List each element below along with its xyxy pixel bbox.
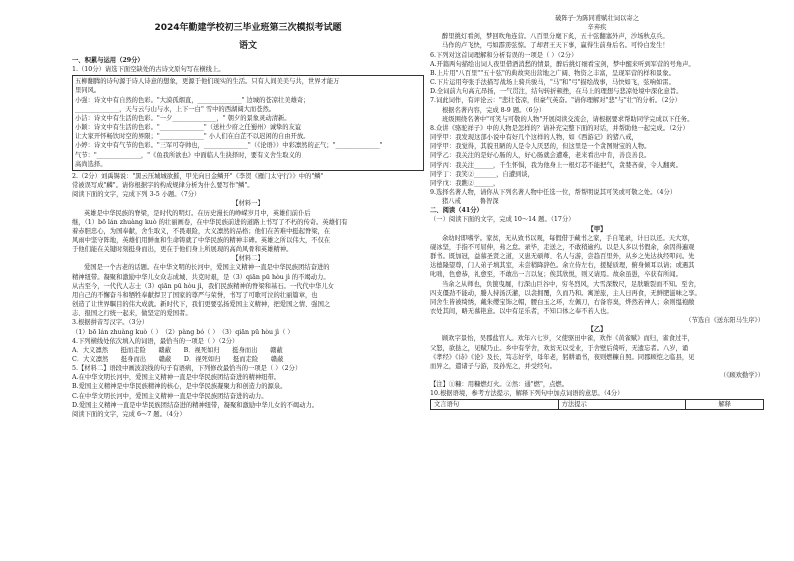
box-line: 里同风。 <box>75 87 101 95</box>
passage-jia-source: （节选自《送东阳马生序》） <box>685 317 764 325</box>
passage-yi-line: 顾欢字景怡，吴郡盐官人。欢年六七岁，父使驱田中雀，欢作《黄雀赋》而归，雀食过半， <box>442 335 694 343</box>
question-6-option: D.全词前九句高亢昂扬，一气贯注，结句转折顿挫，在马上的理想与悲凉处境中深化意旨。 <box>430 88 683 96</box>
table-header-cell: 文言语句 <box>431 399 559 409</box>
box-line: ______________，天与云与山与水，上下一白" 雪中的西湖阔大而苍然。 <box>75 105 276 113</box>
table-header-cell: 方法提示 <box>558 399 686 409</box>
poem-line: 马作的卢飞快，弓如霹雳弦惊。了却君王天下事，赢得生前身后名。可怜白发生！ <box>442 42 669 50</box>
question-10: 10.根据语境，参考方法提示，解释下列句中加点词语的意思。（4分） <box>430 390 624 398</box>
subsection-1: （一）阅读下面的文字，完成 10～14 题。（17分） <box>430 216 575 224</box>
material-1-line: 着赤胆忠心，为国奉献，舍生取义，不畏艰险，大义凛然的品格；他们在苦难中挺起脊梁，在 <box>72 227 331 235</box>
reading-intro: 阅读下面的文字，完成下列 3-5 小题。（7分） <box>72 191 201 199</box>
dialogue-line: 同学丁：我笑②_______，自遭到谈， <box>430 170 534 178</box>
dialogue-line: 同学甲：我发现这部小说中有好几个这样的人物，如《西游记》的猪八戒， <box>430 134 638 142</box>
passage-jia-line: 余幼时即嗜学。家贫，无从致书以观，每假借于藏书之家，手自笔录，计日以还。天大寒， <box>442 234 694 242</box>
box-line: 气节："______________，"《鱼我所欲也》中面临人生抉择时，要有义舍生取义的 <box>75 151 302 159</box>
subject-title: 语文 <box>238 41 257 51</box>
passage-yi-title: 【乙】 <box>587 326 607 334</box>
passage-yi-source: （《顾欢勤学》） <box>719 372 764 380</box>
material-2-line: 精神纽带。凝聚和激励中华儿女众志成城、共克时艰，是（3）qiān pū hòu jì 的不竭动力。 <box>72 273 330 281</box>
passage-yi-line: 而异之，遣诸子与游，及孙宪之，并受经句。 <box>430 362 556 370</box>
annotation-note: 【注】①糠：用糠燃灯火。②然：通"燃"，点燃。 <box>430 381 569 389</box>
passage-jia-line: 当余之从师也，负箧曳屣，行深山巨谷中，穷冬烈风，大雪深数尺，足肤皲裂而不知。至舍， <box>442 280 701 288</box>
material-1-line: 于他们能在关键时刻挺身而出，更在于他们身上所展现的高尚风骨和英雄精神。 <box>72 246 293 254</box>
section-heading: 一、积累与运用（29分） <box>72 57 144 64</box>
box-line: 小颖：诗文中有生活的色彩。"______________"（送杜少府之任蜀州）诚挚的友谊 <box>75 124 302 132</box>
passage-jia-line: 衣处其间，略无慕艳意。以中有足乐者，不知口体之奉不若人也。 <box>430 308 613 315</box>
box-line: 让大家开怀畅饮时空的界限；"______________" 小人们在白芷不以迟闲的自由开放。 <box>75 133 310 141</box>
material-2-line: 创造了让世界瞩目的伟大成就。新时代下，我们更要弘扬爱国主义精神，把爱国之情、强国之 <box>72 301 331 309</box>
box-line: 五柳翻腾的诗句源于诗人诗意的想象，更源于他们现实的生活。只有人间美美与共，世界才能万 <box>75 78 340 86</box>
box-line: 小洁：诗文中有生活的色彩。"一夕______________，" 朝夕的景象灵动清新。 <box>75 114 291 122</box>
question-1: 1.（10分）请选下面空缺处的古诗文原句写在横线上。 <box>72 66 225 74</box>
material-1-title: 【材料一】 <box>232 200 264 208</box>
material-2-line: 用自己的不懈奋斗和牺牲奉献捍卫了国家的尊严与荣誉，书写了可歌可泣的壮丽篇章，也 <box>72 291 318 299</box>
question-8-intro: 根据名著内容，完成 8-9 题。（6分） <box>442 106 546 114</box>
question-4: 4.下列横线处依次填入的词语，最恰当的一项是（ ）（2分） <box>72 337 239 345</box>
question-9: 9.选择名著人物，请你从下列名著人物中任选一位，帮帮明说其可笑或可敬之处。（4分） <box>430 188 677 196</box>
question-6-option: C.下片运用夸张手法描写战场上骑兵骏马，"马"和"弓"描绘战事，马快如飞，弦响如雷。 <box>430 79 675 87</box>
question-5-option: B.爱国主义精神是中华民族精神的核心，是中华民族凝聚力和创造力的源泉。 <box>72 383 287 391</box>
question-6: 6.下列对这首词理解和分析有误的一项是（ ）（2分） <box>430 51 578 59</box>
question-4-option: C．大义凛然 挺身而出 赣蔽 D．视死如归 挺而走险 赣蔽 <box>72 356 284 363</box>
material-2-line: 志、报国之行统一起来，做坚定的爱国者。 <box>72 310 192 318</box>
poem-line: 醉里挑灯看剑，梦回吹角连营。八百里分麾下炙，五十弦翻塞外声，沙场秋点兵。 <box>442 33 669 41</box>
poem-author: 辛弃疾 <box>587 24 607 32</box>
material-1-line: 英雄是中华民族的脊梁，是时代的明灯。在历史漫长的峥嵘岁月中，英雄们前仆后 <box>84 209 311 217</box>
passage-jia-line: 砚冰坚，手指不可屈伸，弗之怠。录毕，走送之，不敢稍逾约。以是人多以书假余，余因得遍观 <box>430 243 695 251</box>
dialogue-line: 同学乙：我关注的是好心肠的人，好心肠就会遭难，老来看出中肯，善良善良。 <box>430 152 651 160</box>
box-line: 小婷：诗文中有气节的色彩。"三军可夺帅也，______________"（《论语》）中彩凛然的正气；"______________" <box>75 142 383 150</box>
question-5: 5.【材料二】语段中画波浪线的句子有语病，下列修改最恰当的一项是（ ）（2分） <box>72 365 302 373</box>
question-4-option: A．大义凛然 挺而走险 赣蔽 B．视死如归 挺身而出 赣蔽 <box>72 346 283 354</box>
dialogue-line: 同学戊：我瞧②______， <box>430 179 500 187</box>
passage-jia-line: 同舍生皆被绮绣，戴朱缨宝饰之帽，腰白玉之环，左佩刀，右备容臭，烨然若神人；余则缊袍敝 <box>430 298 695 306</box>
question-6-option: A.开篇两句描绘出词人夜里借酒消愁的情景，醉后挑灯细看宝剑，梦中醒来听到军营的号角声。 <box>430 60 695 68</box>
passage-jia-line: 叱咄，色愈恭，礼愈至，不敢出一言以复；俟其欣悦，则又请焉。故余虽愚，卒获有所闻。 <box>430 271 682 279</box>
passage-jia-title: 【甲】 <box>587 225 607 233</box>
passage-yi-line: 《孝经》《诗》《论》及长，笃志好学，母年老，躬耕诵书，夜则燃糠自照。同郡顾恺之临县，见 <box>430 353 695 361</box>
question-8: 8.众讲《骆驼祥子》中的人物是怎样的？请补充完整下面的对话，并帮助他一起完成。（2分） <box>430 124 689 132</box>
passage-jia-line: 四支僵劲不能动，媵人持汤沃灌，以衾拥覆，久而乃和。寓逆旅，主人日再食，无鲜肥滋味之享。 <box>430 289 701 297</box>
material-2-title: 【材料二】 <box>232 255 264 263</box>
box-line: 小强：诗文中有自然的色彩。"大漠孤烟直，______________" 边城的苍凉壮美雄奇； <box>75 96 310 104</box>
question-7: 7.词此词作，有评论云："悲壮苍凉，但豪气英奋。"请你理解对"悲"与"壮"的分析。（2分） <box>430 97 681 105</box>
passage-jia-line: 群书。既加冠，益慕圣贤之道，又患无硕师、名人与游，尝趋百里外，从乡之先达执经叩问。先 <box>430 253 695 261</box>
poem-title: 破阵子·为陈同甫赋壮词以寄之 <box>555 15 639 22</box>
exam-title: 2024年勤建学校初三毕业班第三次模拟考试题 <box>154 23 342 33</box>
question-5-option: C.在中华文明长河中，爱国主义精神一直是中华民族团结奋进的动力。 <box>72 392 268 400</box>
material-1-line: 继，（1）bō lán zhuàng kuò 的壮丽画卷，在中华民族前进的道路上书写了不朽的传奇。英雄们有 <box>72 218 348 226</box>
table-header-cell: 解释 <box>686 399 764 409</box>
left-column <box>72 14 424 555</box>
question-5-option: A.在中华文明长河中，爱国主义精神一直是中华民族团结奋进的精神纽带。 <box>72 374 281 382</box>
question-2: 2.（2分）刘禹锡说："黑云压城城欲摧，甲光向日金鳞开"《李贺《雁门太守行》》中的"鳞" <box>72 172 324 180</box>
question-10-table <box>430 399 764 410</box>
question-6-intro: 阅读下面的文字，完成 6～7 题。（4分） <box>72 410 186 418</box>
question-1-box <box>72 75 424 171</box>
question-6-option: B.上片用"八百里""五十弦"的典故突出营地之广阔、物资之丰富，呈现军营的样和景象。 <box>430 69 675 77</box>
material-2-line: 爱国是一个古老的话题。在中华文明的长河中，爱国主义精神一直是中华民族团结奋进的 <box>84 264 330 272</box>
question-3-pinyin: （1）bō lán zhuàng kuò（ ） （2）pàng bó（ ） （3）qiān pū hòu jì（ ） <box>72 328 294 336</box>
question-2-cont: 常被误写成"麟"。请你根据字的构成规律分析为什么要写作"鳞"。 <box>72 182 254 190</box>
passage-jia-line: 达德隆望尊，门人弟子填其室，未尝稍降辞色。余立侍左右，援疑质理，俯身倾耳以请；或遇其 <box>430 262 695 270</box>
right-column <box>430 14 764 555</box>
question-8-line: 班级围绕名著中"可笑与可敬的人物"开展阅读交流会，请根据要求帮助同学完成以下任务。 <box>442 115 694 123</box>
material-2-line: 从古至今，一代代人志士（3）qiān pū hòu jì，我们民族精神的脊梁和基石。一代代中华儿女 <box>72 282 334 290</box>
question-3: 3.根据拼音写汉字。（3分） <box>72 319 149 327</box>
table-header-row <box>431 399 764 409</box>
material-1-line: 风雨中坚守阵地，英雄们用鲜血和生命铸就了中华民族的精神丰碑。英雄之所以伟大，不仅在 <box>72 236 331 244</box>
question-9-options: 猪八戒 鲁智深 <box>442 198 499 206</box>
dialogue-line: 同学甲：我觉得，其貌丑陋的人是令人厌恶的，但这里是一个贪图财宝的人物。 <box>430 143 651 151</box>
section-heading: 二、阅读（41分） <box>430 207 483 215</box>
passage-yi-line: 父怒，欲挞之，见赋乃止。乡中有学舍，欢贫无以受业，于舍壁后倚听，无遗忘者。八岁，诵 <box>430 344 689 352</box>
question-5-option: D.爱国主义精神一直是中华民族团结奋进的精神纽带，凝聚和激励中华儿女的不竭动力。 <box>72 401 319 409</box>
dialogue-line: 同学丙：我关注______，千生怀惧，我为他身上一根灯芯不能把气，贪婪吝啬，令人翻爽。 <box>430 161 682 169</box>
box-line: 高尚选择。 <box>75 160 107 168</box>
